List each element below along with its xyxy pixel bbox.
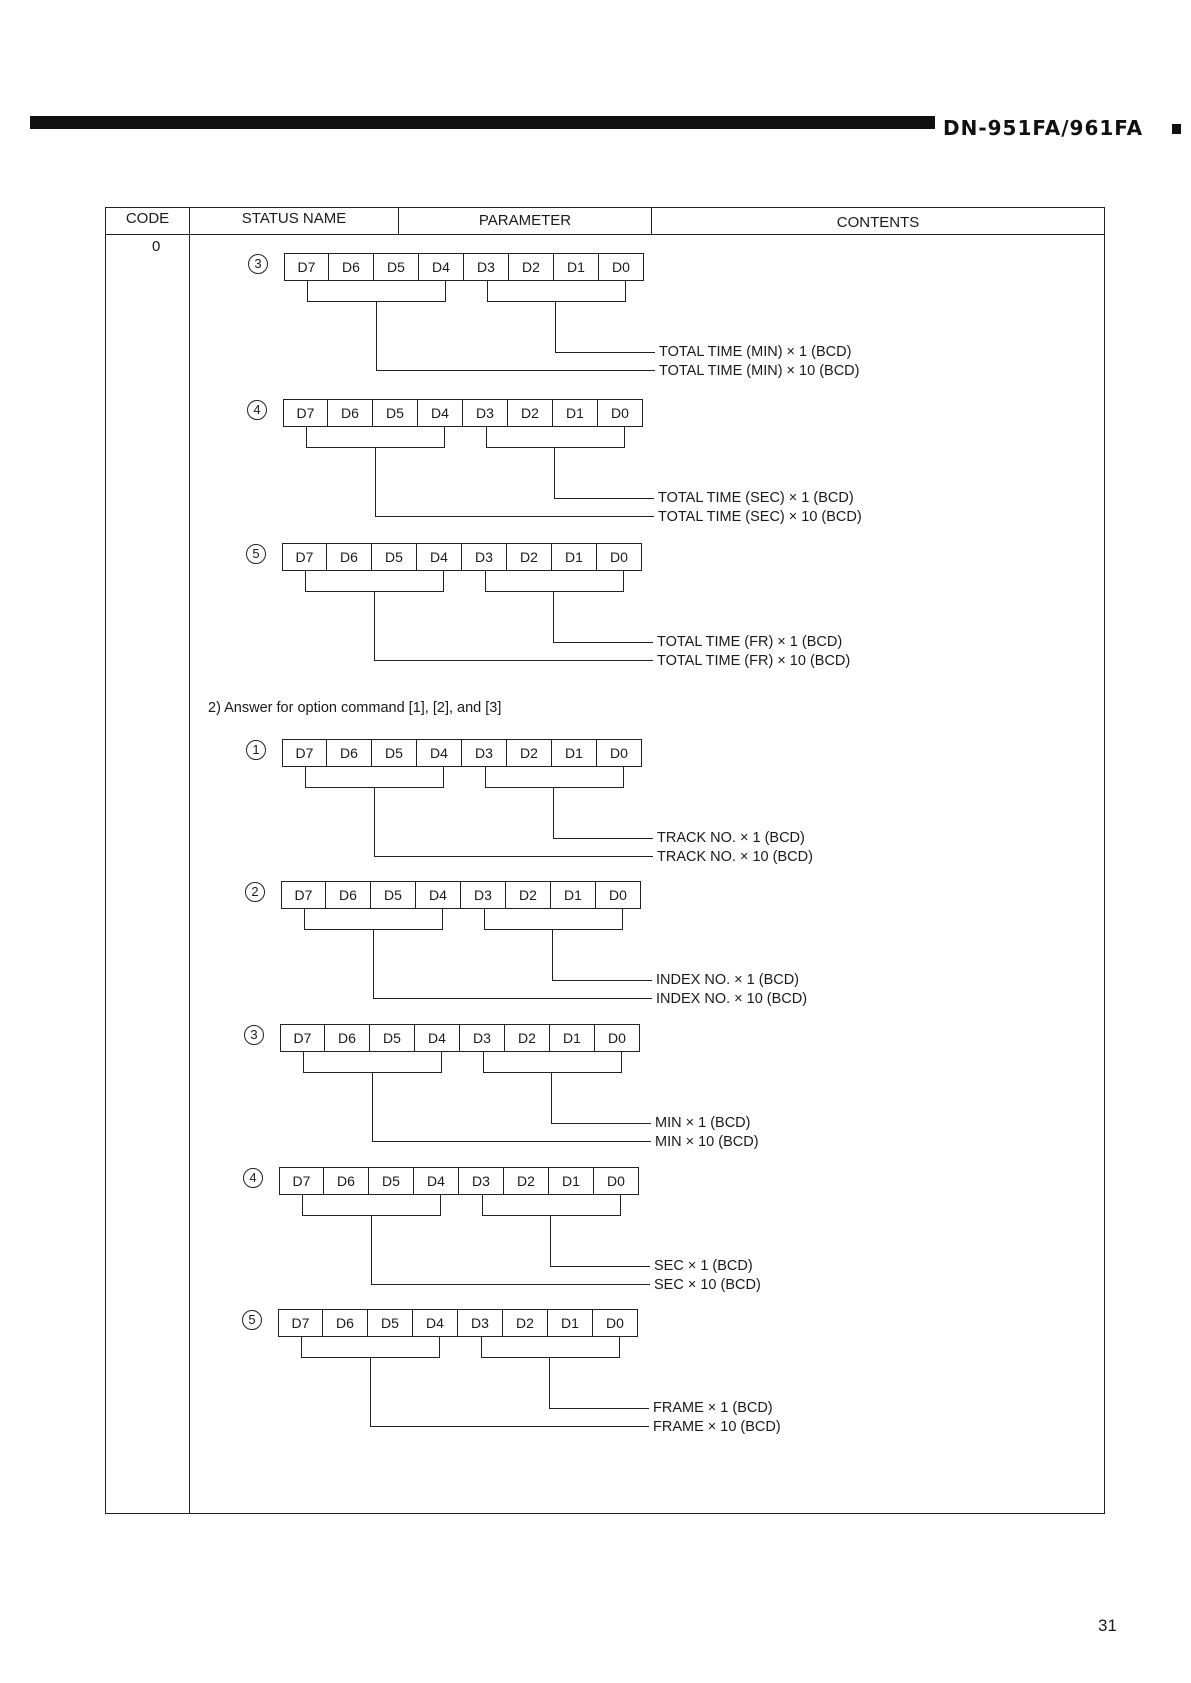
bit-cell: D4: [413, 1309, 458, 1337]
bit-cell: D6: [329, 253, 374, 281]
bit-cell: D6: [323, 1309, 368, 1337]
bit-cell: D5: [374, 253, 419, 281]
bit-cell: D2: [504, 1167, 549, 1195]
connector-line: [301, 1337, 302, 1357]
bit-cell: D1: [549, 1167, 594, 1195]
register-diagram: [245, 881, 845, 1007]
connector-line: [622, 909, 623, 929]
bit-cell: D4: [418, 399, 463, 427]
connector-line: [376, 370, 655, 371]
connector-line: [374, 591, 375, 661]
connector-line: [484, 929, 623, 930]
connector-line: [620, 1195, 621, 1215]
bit-cell: D1: [552, 739, 597, 767]
connector-line: [623, 767, 624, 787]
bit-cell: D3: [462, 543, 507, 571]
connector-line: [549, 1408, 649, 1409]
connector-line: [442, 909, 443, 929]
bit-cell: D7: [280, 1024, 325, 1052]
connector-line: [549, 1357, 550, 1409]
low-nibble-label: SEC × 1 (BCD): [654, 1258, 753, 1274]
bit-cell: D0: [597, 543, 642, 571]
connector-line: [551, 1072, 552, 1124]
connector-line: [443, 571, 444, 591]
connector-line: [482, 1195, 483, 1215]
connector-line: [482, 1215, 621, 1216]
bit-field: [280, 1024, 640, 1052]
register-diagram: [244, 1024, 844, 1150]
connector-line: [624, 427, 625, 447]
bit-cell: D5: [372, 739, 417, 767]
high-nibble-label: INDEX NO. × 10 (BCD): [656, 991, 808, 1007]
connector-line: [305, 767, 306, 787]
bit-cell: D1: [551, 881, 596, 909]
connector-line: [372, 1141, 651, 1142]
connector-line: [484, 909, 485, 929]
low-nibble-label: TOTAL TIME (FR) × 1 (BCD): [657, 634, 843, 650]
low-nibble-label: TOTAL TIME (SEC) × 1 (BCD): [658, 490, 854, 506]
code-column-divider: [189, 207, 190, 1514]
bit-cell: D4: [415, 1024, 460, 1052]
connector-line: [619, 1337, 620, 1357]
connector-line: [485, 787, 624, 788]
connector-line: [485, 571, 486, 591]
connector-line: [441, 1052, 442, 1072]
connector-line: [487, 281, 488, 301]
bit-field: [282, 543, 642, 571]
connector-line: [370, 1426, 649, 1427]
bit-cell: D6: [326, 881, 371, 909]
bit-cell: D3: [462, 739, 507, 767]
high-nibble-label: TOTAL TIME (MIN) × 10 (BCD): [659, 363, 860, 379]
bit-cell: D5: [369, 1167, 414, 1195]
bit-cell: D2: [508, 399, 553, 427]
connector-line: [302, 1195, 303, 1215]
connector-line: [444, 427, 445, 447]
bit-cell: D5: [370, 1024, 415, 1052]
bit-cell: D0: [599, 253, 644, 281]
low-nibble-label: TRACK NO. × 1 (BCD): [657, 830, 805, 846]
connector-line: [552, 980, 652, 981]
header-rule: [30, 116, 935, 129]
bit-cell: D3: [459, 1167, 504, 1195]
bit-cell: D0: [595, 1024, 640, 1052]
high-nibble-label: FRAME × 10 (BCD): [653, 1419, 781, 1435]
low-nibble-label: FRAME × 1 (BCD): [653, 1400, 773, 1416]
connector-line: [445, 281, 446, 301]
connector-line: [481, 1337, 482, 1357]
bit-cell: D1: [553, 399, 598, 427]
bit-cell: D7: [282, 543, 327, 571]
connector-line: [486, 447, 625, 448]
bit-cell: D0: [597, 739, 642, 767]
connector-line: [554, 498, 654, 499]
circled-number: 4: [243, 1168, 263, 1188]
circled-number: 5: [246, 544, 266, 564]
connector-line: [304, 909, 305, 929]
connector-line: [625, 281, 626, 301]
connector-line: [374, 787, 375, 857]
low-nibble-label: MIN × 1 (BCD): [655, 1115, 751, 1131]
connector-line: [487, 301, 626, 302]
bit-field: [284, 253, 644, 281]
bit-cell: D4: [417, 543, 462, 571]
bit-cell: D3: [463, 399, 508, 427]
section-heading: 2) Answer for option command [1], [2], and [3]: [208, 700, 502, 716]
connector-line: [623, 571, 624, 591]
bit-cell: D6: [325, 1024, 370, 1052]
bit-cell: D6: [324, 1167, 369, 1195]
register-diagram: [248, 253, 860, 379]
model-title: DN-951FA/961FA: [943, 116, 1144, 140]
col-parameter: PARAMETER: [478, 212, 572, 229]
connector-line: [375, 447, 376, 517]
bit-cell: D6: [327, 739, 372, 767]
register-diagram: [242, 1309, 842, 1435]
connector-line: [306, 427, 307, 447]
connector-line: [307, 281, 308, 301]
bit-cell: D0: [593, 1309, 638, 1337]
connector-line: [485, 591, 624, 592]
bit-cell: D1: [552, 543, 597, 571]
bit-field: [281, 881, 641, 909]
low-nibble-label: INDEX NO. × 1 (BCD): [656, 972, 800, 988]
connector-line: [553, 838, 653, 839]
col-contents: CONTENTS: [836, 214, 920, 231]
connector-line: [439, 1337, 440, 1357]
high-nibble-label: TOTAL TIME (FR) × 10 (BCD): [657, 653, 851, 669]
bit-cell: D3: [461, 881, 506, 909]
high-nibble-label: MIN × 10 (BCD): [655, 1134, 759, 1150]
col-status-name: STATUS NAME: [241, 210, 347, 227]
connector-line: [553, 787, 554, 839]
high-nibble-label: TOTAL TIME (SEC) × 10 (BCD): [658, 509, 862, 525]
bit-cell: D7: [278, 1309, 323, 1337]
bit-cell: D5: [371, 881, 416, 909]
bit-cell: D0: [594, 1167, 639, 1195]
connector-line: [440, 1195, 441, 1215]
bit-cell: D2: [507, 739, 552, 767]
bit-cell: D7: [281, 881, 326, 909]
bit-cell: D4: [416, 881, 461, 909]
col-code: CODE: [125, 210, 170, 227]
bit-field: [279, 1167, 639, 1195]
connector-line: [373, 998, 652, 999]
circled-number: 5: [242, 1310, 262, 1330]
bit-cell: D2: [505, 1024, 550, 1052]
connector-line: [374, 856, 653, 857]
high-nibble-label: SEC × 10 (BCD): [654, 1277, 761, 1293]
bit-field: [282, 739, 642, 767]
bit-field: [278, 1309, 638, 1337]
circled-number: 1: [246, 740, 266, 760]
bit-cell: D1: [548, 1309, 593, 1337]
connector-line: [553, 591, 554, 643]
connector-line: [621, 1052, 622, 1072]
connector-line: [550, 1215, 551, 1267]
bit-cell: D1: [554, 253, 599, 281]
register-diagram: [246, 739, 846, 865]
bit-cell: D0: [596, 881, 641, 909]
bit-cell: D7: [283, 399, 328, 427]
bit-cell: D2: [506, 881, 551, 909]
connector-line: [555, 352, 655, 353]
bit-cell: D4: [417, 739, 462, 767]
register-diagram: [243, 1167, 843, 1293]
connector-line: [372, 1072, 373, 1142]
bit-cell: D3: [464, 253, 509, 281]
bit-cell: D7: [279, 1167, 324, 1195]
connector-line: [305, 571, 306, 591]
bit-cell: D5: [368, 1309, 413, 1337]
register-diagram: [247, 399, 862, 525]
connector-line: [552, 929, 553, 981]
bit-cell: D2: [503, 1309, 548, 1337]
bit-cell: D2: [509, 253, 554, 281]
connector-line: [373, 929, 374, 999]
bit-cell: D6: [328, 399, 373, 427]
bit-cell: D2: [507, 543, 552, 571]
connector-line: [375, 516, 654, 517]
bit-cell: D6: [327, 543, 372, 571]
connector-line: [443, 767, 444, 787]
circled-number: 3: [248, 254, 268, 274]
high-nibble-label: TRACK NO. × 10 (BCD): [657, 849, 813, 865]
circled-number: 4: [247, 400, 267, 420]
connector-line: [371, 1215, 372, 1285]
connector-line: [303, 1052, 304, 1072]
header-square-mark: [1172, 124, 1181, 134]
bit-cell: D7: [282, 739, 327, 767]
bit-cell: D5: [372, 543, 417, 571]
bit-cell: D4: [414, 1167, 459, 1195]
bit-cell: D4: [419, 253, 464, 281]
connector-line: [555, 301, 556, 353]
code-value: 0: [152, 238, 161, 255]
connector-line: [486, 427, 487, 447]
connector-line: [550, 1266, 650, 1267]
connector-line: [485, 767, 486, 787]
connector-line: [551, 1123, 651, 1124]
circled-number: 2: [245, 882, 265, 902]
connector-line: [483, 1072, 622, 1073]
connector-line: [370, 1357, 371, 1427]
low-nibble-label: TOTAL TIME (MIN) × 1 (BCD): [659, 344, 852, 360]
circled-number: 3: [244, 1025, 264, 1045]
header-row-divider: [105, 234, 1105, 235]
connector-line: [483, 1052, 484, 1072]
connector-line: [481, 1357, 620, 1358]
bit-cell: D7: [284, 253, 329, 281]
connector-line: [374, 660, 653, 661]
connector-line: [371, 1284, 650, 1285]
bit-field: [283, 399, 643, 427]
bit-cell: D5: [373, 399, 418, 427]
bit-cell: D3: [458, 1309, 503, 1337]
connector-line: [376, 301, 377, 371]
connector-line: [554, 447, 555, 499]
bit-cell: D3: [460, 1024, 505, 1052]
register-diagram: [246, 543, 851, 669]
connector-line: [553, 642, 653, 643]
page-number: 31: [1098, 1616, 1117, 1635]
bit-cell: D0: [598, 399, 643, 427]
bit-cell: D1: [550, 1024, 595, 1052]
